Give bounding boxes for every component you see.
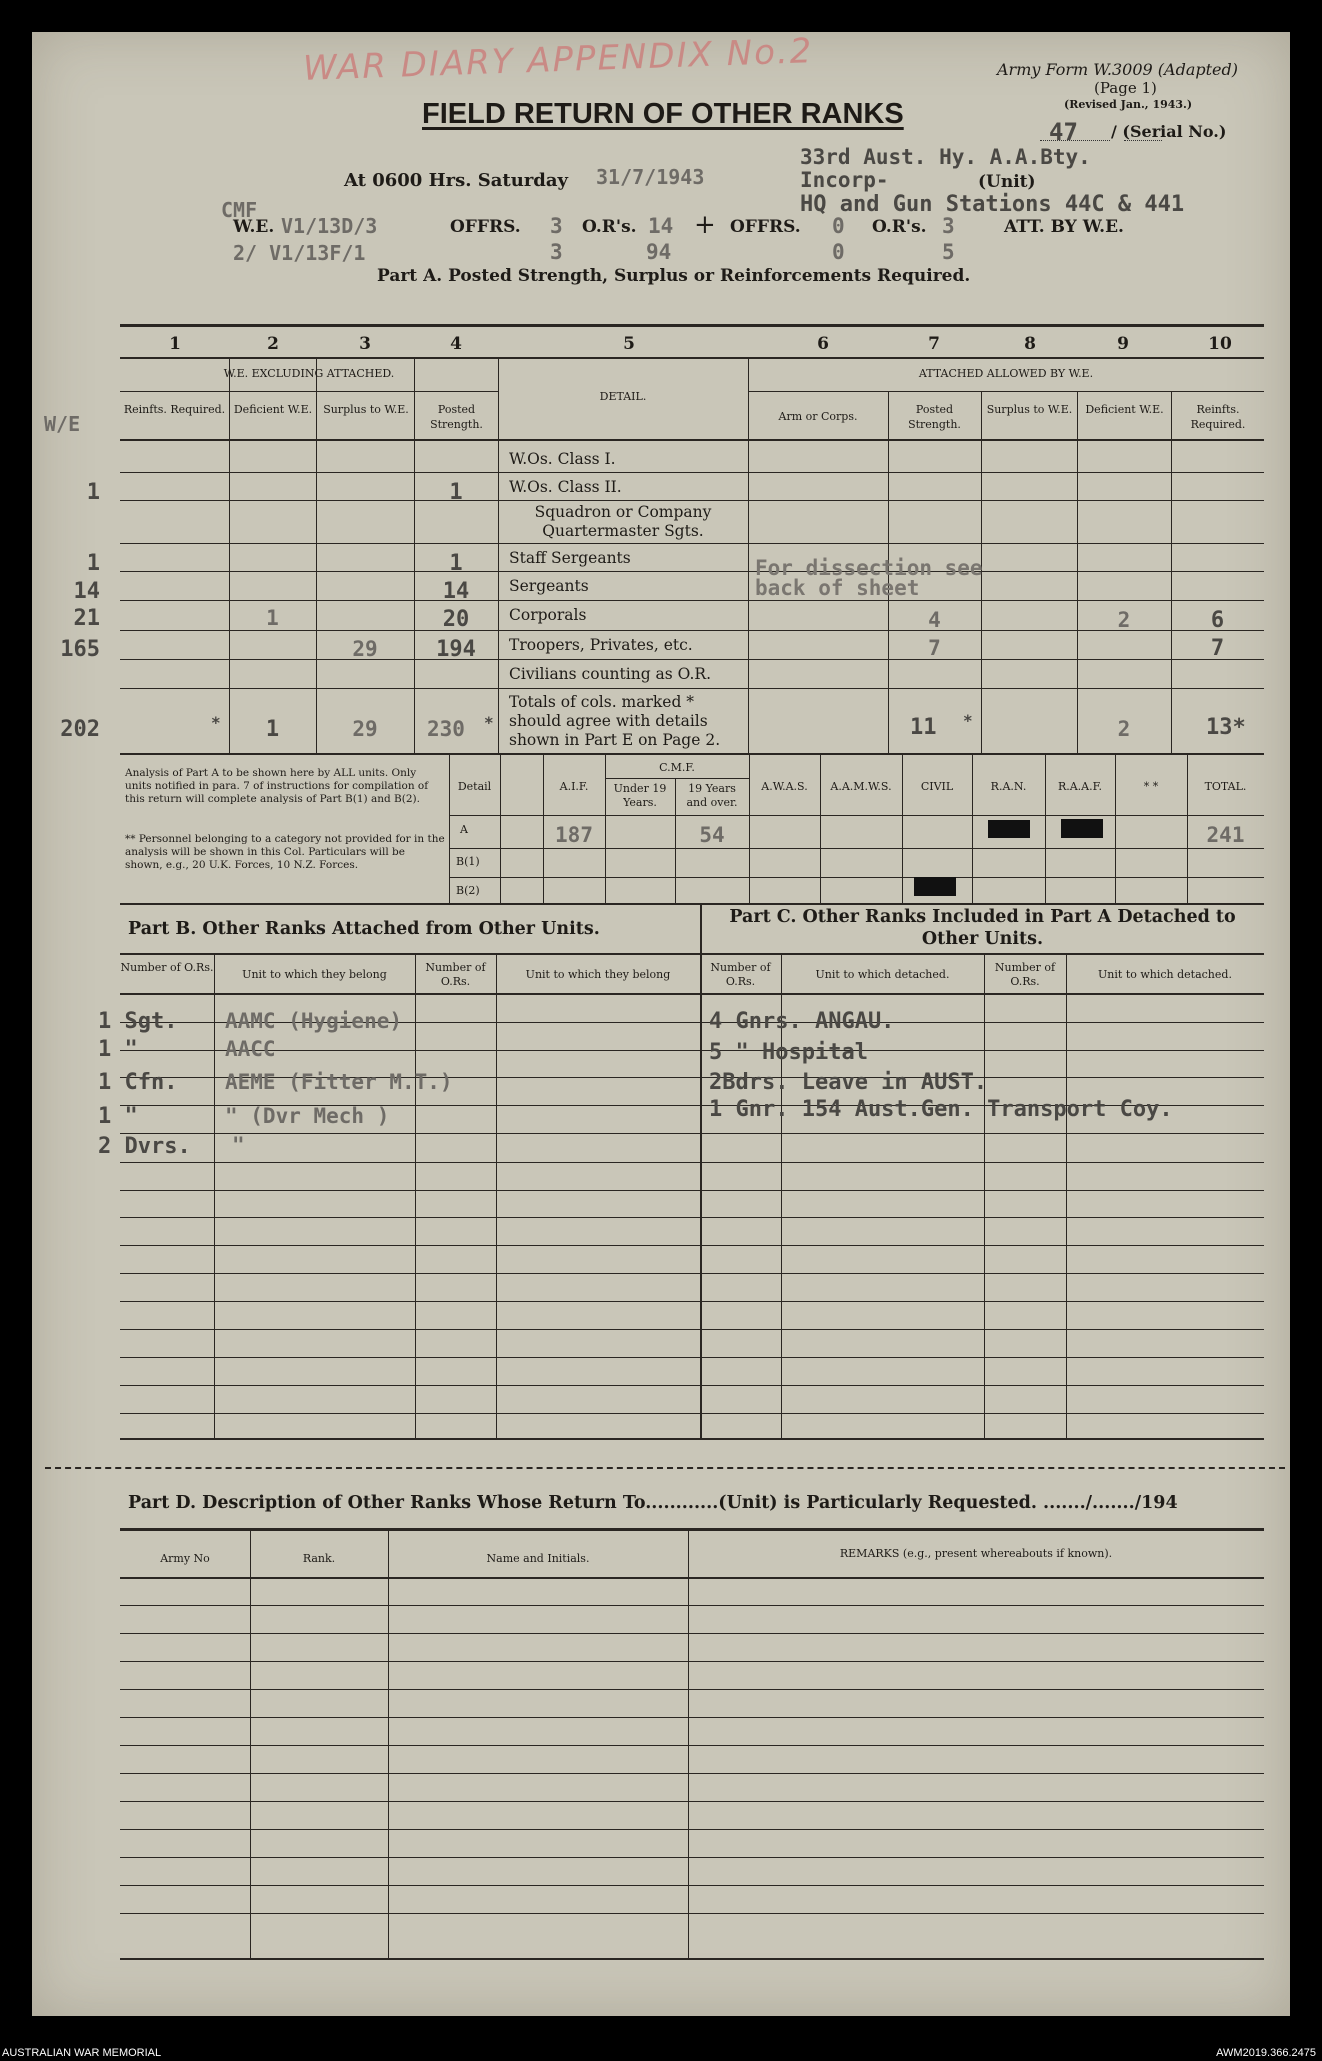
part-b-unit: " (Dvr Mech ) xyxy=(225,1104,390,1128)
we-margin-value: 14 xyxy=(73,579,100,604)
part-b-unit: AACC xyxy=(225,1037,276,1061)
part-b-num: 1 Sgt. xyxy=(98,1009,178,1034)
part-b-unit: AAMC (Hygiene) xyxy=(225,1009,403,1033)
col-posted-strength-att: Posted Strength. xyxy=(908,403,961,431)
ors2-value2: 5 xyxy=(942,240,955,264)
col-reinfts-att: Reinfts. Required. xyxy=(1190,403,1246,431)
col-number: 10 xyxy=(1208,334,1232,354)
detail-label: Staff Sergeants xyxy=(509,549,631,567)
total-att-reinfts: 13* xyxy=(1206,715,1246,740)
analysis-row-b1: B(1) xyxy=(456,855,480,868)
col-posted-strength: Posted Strength. xyxy=(430,403,483,431)
part-b-num: 1 Cfn. xyxy=(98,1070,178,1095)
col-number: 2 xyxy=(267,334,279,354)
analysis-col-raaf: R.A.A.F. xyxy=(1057,780,1103,793)
part-b-num: 1 " xyxy=(98,1104,138,1129)
part-a-title: Part A. Posted Strength, Surplus or Reinforcements Required. xyxy=(377,266,971,286)
we-margin-value: 202 xyxy=(60,717,100,742)
offrs-label: OFFRS. xyxy=(450,217,521,237)
total-posted: 230 xyxy=(427,717,465,741)
col-number: 5 xyxy=(623,334,635,354)
part-b-col-unit-2: Unit to which they belong xyxy=(525,968,671,981)
ors-label: O.R's. xyxy=(582,217,637,237)
part-b-col-num-2: Number of O.Rs. xyxy=(425,961,486,988)
redaction-civil xyxy=(914,877,956,896)
analysis-col-ran: R.A.N. xyxy=(990,780,1027,793)
part-d-col-rank: Rank. xyxy=(302,1552,336,1565)
we-margin-value: 1 xyxy=(86,480,100,505)
footer-source: AUSTRALIAN WAR MEMORIAL xyxy=(2,2047,162,2059)
we-excluding-header: W.E. EXCLUDING ATTACHED. xyxy=(223,367,395,380)
att-reinfts-value: 7 xyxy=(1210,636,1225,661)
part-c-title: Part C. Other Ranks Included in Part A Detached to Other Units. xyxy=(729,907,1236,949)
ors2-value: 3 xyxy=(942,214,955,238)
col-deficient-att: Deficient W.E. xyxy=(1085,403,1164,416)
form-sheet xyxy=(32,32,1290,2016)
col-number: 9 xyxy=(1117,334,1129,354)
redaction-ran xyxy=(988,820,1030,838)
detail-label: Squadron or Company Quartermaster Sgts. xyxy=(534,503,712,540)
posted-strength-value: 20 xyxy=(442,607,470,632)
analysis-aif-value: 187 xyxy=(555,823,593,847)
col-number: 6 xyxy=(817,334,829,354)
ors2-label: O.R's. xyxy=(872,217,927,237)
analysis-col-aamws: A.A.M.W.S. xyxy=(830,780,892,793)
att-deficient-value: 2 xyxy=(1117,608,1131,632)
total-star: * xyxy=(211,713,221,732)
detail-label: Sergeants xyxy=(509,577,589,595)
col-number: 1 xyxy=(169,334,181,354)
col-number: 7 xyxy=(928,334,940,354)
detail-label: Corporals xyxy=(509,606,587,624)
part-b-num: 1 " xyxy=(98,1037,138,1062)
part-c-entry: 1 Gnr. 154 Aust.Gen. Transport Coy. xyxy=(709,1097,1173,1122)
detail-label: W.Os. Class I. xyxy=(509,450,616,468)
we-margin-label: W/E xyxy=(44,412,81,436)
analysis-over19-value: 54 xyxy=(699,823,725,847)
part-c-entry: 4 Gnrs. ANGAU. xyxy=(709,1009,895,1034)
part-c-col-num-2: Number of O.Rs. xyxy=(994,961,1056,988)
part-c-entry: 2Bdrs. Leave in AUST. xyxy=(709,1070,988,1095)
unit-line2: Incorp- xyxy=(800,168,889,192)
part-d-col-name: Name and Initials. xyxy=(486,1552,590,1565)
revised-label: (Revised Jan., 1943.) xyxy=(1064,98,1193,111)
offrs2-value: 0 xyxy=(832,214,845,238)
analysis-col-cmf: C.M.F. xyxy=(659,761,695,774)
total-att-deficient: 2 xyxy=(1117,717,1131,741)
posted-strength-value: 1 xyxy=(449,480,463,505)
form-title: FIELD RETURN OF OTHER RANKS xyxy=(422,98,904,130)
plus-sign: + xyxy=(694,210,716,240)
deficient-value: 1 xyxy=(266,606,279,630)
part-b-col-num: Number of O.Rs. xyxy=(120,961,214,974)
we-value: V1/13D/3 xyxy=(281,214,378,238)
col-deficient-we: Deficient W.E. xyxy=(233,403,313,416)
offrs-value: 3 xyxy=(550,214,563,238)
col-surplus-att: Surplus to W.E. xyxy=(986,403,1073,416)
analysis-col-under19: Under 19 Years. xyxy=(613,782,667,809)
total-att-posted: 11 xyxy=(910,715,937,740)
we-label: W.E. xyxy=(233,217,275,237)
total-deficient: 1 xyxy=(265,717,280,742)
we-margin-value: 165 xyxy=(60,637,100,662)
analysis-row-a: A xyxy=(460,823,468,836)
offrs-value2: 3 xyxy=(550,240,563,264)
analysis-col-civil: CIVIL xyxy=(920,780,954,793)
att-reinfts-value: 6 xyxy=(1210,608,1225,633)
col-arm-corps: Arm or Corps. xyxy=(778,410,858,423)
serial-label: / (Serial No.) xyxy=(1111,122,1227,141)
analysis-col-awas: A.W.A.S. xyxy=(761,780,808,793)
totals-detail: Totals of cols. marked * should agree with details shown in Part E on Page 2. xyxy=(509,693,721,749)
footer-accession: AWM2019.366.2475 xyxy=(1216,2047,1316,2059)
part-d-title: Part D. Description of Other Ranks Whose Return To............(Unit) is Particularly Requested. ......./......./194 xyxy=(128,1493,1178,1513)
ors-value2: 94 xyxy=(646,240,672,264)
handwritten-note: WAR DIARY APPENDIX No.2 xyxy=(302,31,814,89)
page-label: (Page 1) xyxy=(1094,79,1157,97)
analysis-note-2: ** Personnel belonging to a category not provided for in the analysis will be shown in this Col. Particulars will be shown, e.g., 20 U.K. Forces, 10 N.Z. Forces. xyxy=(125,833,445,871)
unit-line3: HQ and Gun Stations 44C & 441 xyxy=(800,192,1185,217)
serial-value: 47 xyxy=(1049,118,1078,146)
detail-label: Civilians counting as O.R. xyxy=(509,665,711,683)
col-surplus-we: Surplus to W.E. xyxy=(323,403,409,416)
at-text: At 0600 Hrs. Saturday xyxy=(344,170,569,191)
detail-label: W.Os. Class II. xyxy=(509,478,622,496)
part-b-unit: " xyxy=(232,1133,245,1157)
posted-strength-value: 1 xyxy=(449,551,463,576)
part-b-unit: AEME (Fitter M.T.) xyxy=(225,1070,453,1094)
we-margin-value: 21 xyxy=(73,606,100,631)
col-number: 3 xyxy=(359,334,371,354)
total-att-posted-star: * xyxy=(963,711,973,730)
attached-header: ATTACHED ALLOWED BY W.E. xyxy=(918,367,1094,380)
part-d-col-remarks: REMARKS (e.g., present whereabouts if known). xyxy=(839,1547,1113,1560)
col-number: 4 xyxy=(450,334,462,354)
analysis-note: Analysis of Part A to be shown here by ALL units. Only units notified in para. 7 of instructions for compilation of this return will complete analysis of Part B(1) and B(2). xyxy=(125,767,429,805)
we-margin-value: 1 xyxy=(86,551,100,576)
we-value2: 2/ V1/13F/1 xyxy=(233,241,366,265)
analysis-total-value: 241 xyxy=(1206,823,1245,847)
unit-label: (Unit) xyxy=(978,172,1036,192)
date-value: 31/7/1943 xyxy=(596,165,705,189)
ors-value: 14 xyxy=(648,214,674,238)
part-d-col-army-no: Army No xyxy=(160,1552,210,1565)
offrs2-value2: 0 xyxy=(832,240,845,264)
surplus-value: 29 xyxy=(352,637,378,661)
att-posted-value: 4 xyxy=(928,608,941,632)
analysis-col-total: TOTAL. xyxy=(1204,780,1247,793)
analysis-col-over19: 19 Years and over. xyxy=(686,782,738,809)
army-form-label: Army Form W.3009 (Adapted) xyxy=(997,60,1239,79)
cmf-stamp: CMF xyxy=(221,198,258,222)
part-c-col-unit-2: Unit to which detached. xyxy=(1098,968,1232,981)
att-label: ATT. BY W.E. xyxy=(1004,217,1124,237)
analysis-col-other: * * xyxy=(1143,780,1159,793)
col-number: 8 xyxy=(1024,334,1036,354)
col-reinfts-required: Reinfts. Required. xyxy=(123,403,226,416)
part-b-title: Part B. Other Ranks Attached from Other Units. xyxy=(128,919,600,939)
tear-line xyxy=(45,1467,1285,1469)
total-surplus: 29 xyxy=(352,717,378,741)
part-c-col-unit: Unit to which detached. xyxy=(815,968,950,981)
part-b-col-unit: Unit to which they belong xyxy=(242,968,387,981)
analysis-col-detail: Detail xyxy=(457,780,492,793)
part-c-entry: 5 " Hospital xyxy=(709,1040,868,1065)
analysis-row-b2: B(2) xyxy=(456,884,480,897)
detail-header: DETAIL. xyxy=(599,390,647,403)
dissection-note: For dissection see back of sheet xyxy=(755,556,983,600)
detail-label: Troopers, Privates, etc. xyxy=(509,636,693,654)
posted-strength-value: 194 xyxy=(436,637,476,662)
redaction-raaf xyxy=(1061,819,1103,838)
part-b-num: 2 Dvrs. xyxy=(98,1134,191,1159)
posted-strength-value: 14 xyxy=(442,579,470,604)
offrs2-label: OFFRS. xyxy=(730,217,801,237)
unit-line1: 33rd Aust. Hy. A.A.Bty. xyxy=(800,145,1091,169)
total-posted-star: * xyxy=(484,713,494,732)
part-c-col-num: Number of O.Rs. xyxy=(710,961,771,988)
att-posted-value: 7 xyxy=(928,636,941,660)
analysis-col-aif: A.I.F. xyxy=(559,780,589,793)
